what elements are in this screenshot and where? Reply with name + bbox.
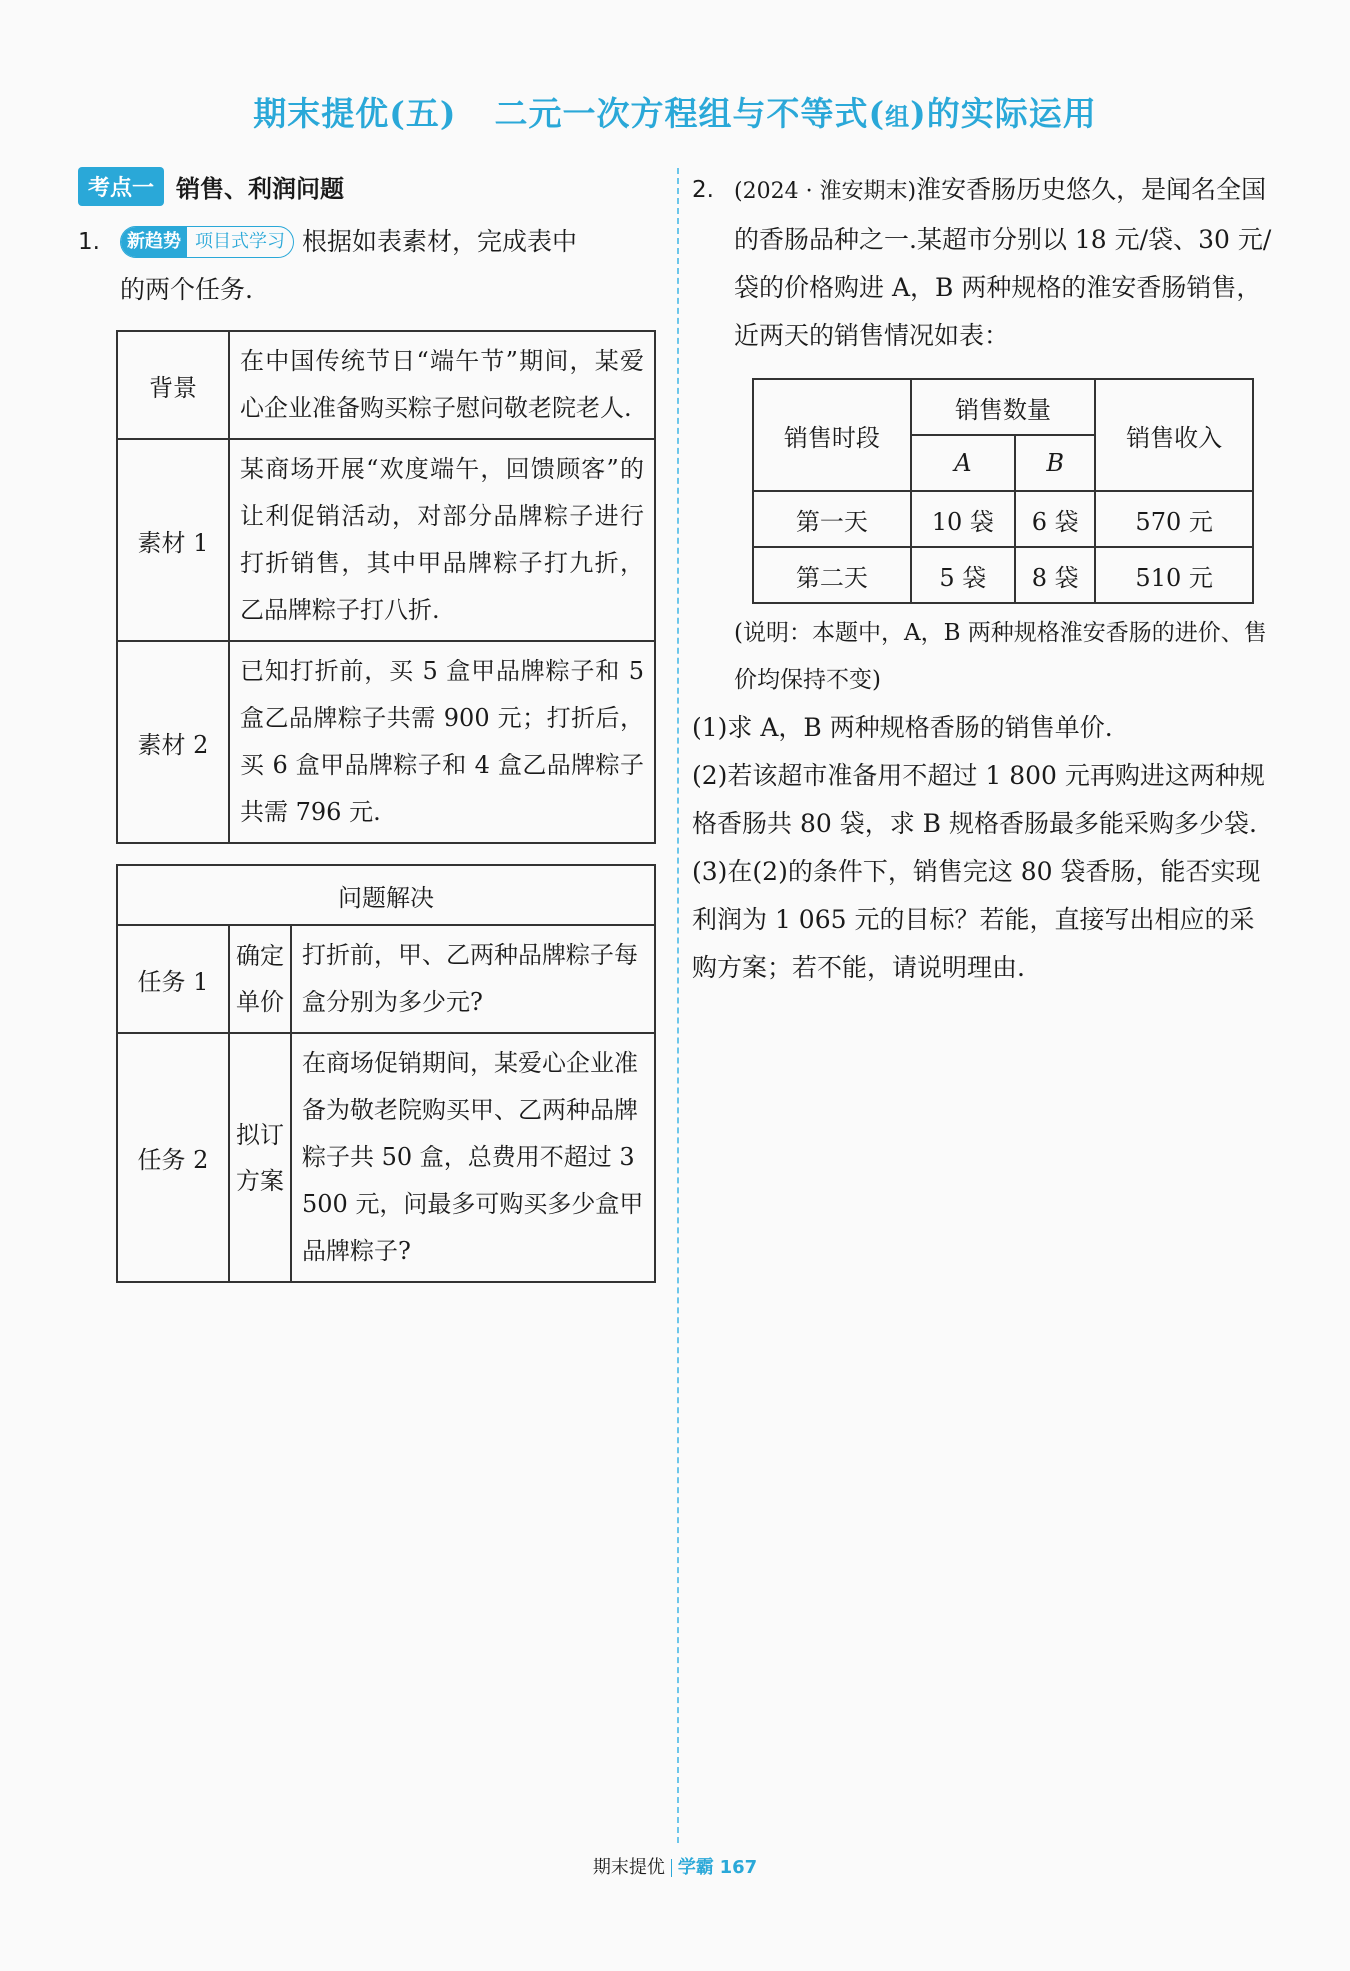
question-1-intro-text: 根据如表素材，完成表中 (302, 227, 578, 256)
task-label: 任务 1 (117, 925, 229, 1033)
right-column (692, 166, 1277, 992)
question-2-sub-2: (2)若该超市准备用不超过 1 800 元再购进这两种规格香肠共 80 袋，求 B 规格香肠最多能采购多少袋. (692, 761, 1265, 838)
table-row (117, 641, 655, 843)
table-row (117, 439, 655, 641)
task-sub-label: 拟订方案 (229, 1033, 291, 1282)
title-right-a: 二元一次方程组与不等式( (494, 94, 886, 133)
table-row (117, 1033, 655, 1282)
table-row (753, 379, 1253, 435)
question-2-intro (692, 166, 1277, 360)
page-title (0, 88, 1350, 135)
table-row (753, 547, 1253, 603)
footer-brand: 学霸 (677, 1857, 714, 1878)
left-column (78, 166, 668, 1283)
cell-period: 第一天 (753, 491, 911, 547)
cell-period: 第二天 (753, 547, 911, 603)
tasks-table-header: 问题解决 (117, 865, 655, 925)
col-header-income: 销售收入 (1095, 379, 1253, 491)
task-text: 打折前，甲、乙两种品牌粽子每盒分别为多少元? (291, 925, 655, 1033)
trend-tag (120, 226, 294, 258)
cell-income: 570 元 (1095, 491, 1253, 547)
question-1-intro-cont: 的两个任务. (120, 275, 253, 304)
section-title: 销售、利润问题 (176, 174, 345, 203)
task-label: 任务 2 (117, 1033, 229, 1282)
question-2-sub-3: (3)在(2)的条件下，销售完这 80 袋香肠，能否实现利润为 1 065 元的目标？若能，直接写出相应的采购方案；若不能，请说明理由. (692, 857, 1261, 982)
material-text: 已知打折前，买 5 盒甲品牌粽子和 5 盒乙品牌粽子共需 900 元；打折后，买 6 盒甲品牌粽子和 4 盒乙品牌粽子共需 796 元. (229, 641, 655, 843)
cell-a: 5 袋 (911, 547, 1015, 603)
material-label: 背景 (117, 331, 229, 439)
title-right-b: )的实际运用 (910, 94, 1097, 133)
task-sub-label: 确定单价 (229, 925, 291, 1033)
col-header-a: A (911, 435, 1015, 491)
cell-income: 510 元 (1095, 547, 1253, 603)
tasks-table (116, 864, 656, 1283)
column-divider (677, 168, 679, 1843)
cell-a: 10 袋 (911, 491, 1015, 547)
question-2-source: (2024 · 淮安期末) (734, 179, 917, 204)
section-header (78, 166, 668, 206)
section-badge: 考点一 (78, 167, 164, 206)
table-row (117, 865, 655, 925)
col-header-period: 销售时段 (753, 379, 911, 491)
cell-b: 8 袋 (1015, 547, 1095, 603)
table-row (117, 331, 655, 439)
title-right-small: 组 (885, 102, 911, 131)
question-2-note: (说明：本题中，A，B 两种规格淮安香肠的进价、售价均保持不变) (734, 620, 1267, 693)
material-label: 素材 1 (117, 439, 229, 641)
question-2-intro-text: 淮安香肠历史悠久，是闻名全国的香肠品种之一.某超市分别以 18 元/袋、30 元/袋的价格购进 A，B 两种规格的淮安香肠销售，近两天的销售情况如表： (734, 175, 1272, 350)
material-text: 某商场开展“欢度端午，回馈顾客”的让利促销活动，对部分品牌粽子进行打折销售，其中甲品牌粽子打九折，乙品牌粽子打八折. (229, 439, 655, 641)
question-1-intro (78, 218, 668, 266)
footer-label: 期末提优 (592, 1857, 665, 1878)
trend-tag-secondary: 项目式学习 (195, 231, 285, 252)
materials-table (116, 330, 656, 844)
material-text: 在中国传统节日“端午节”期间，某爱心企业准备购买粽子慰问敬老院老人. (229, 331, 655, 439)
table-row (753, 491, 1253, 547)
question-1-number: 1. (78, 229, 100, 255)
task-text: 在商场促销期间，某爱心企业准备为敬老院购买甲、乙两种品牌粽子共 50 盒，总费用不超过 3 500 元，问最多可购买多少盒甲品牌粽子? (291, 1033, 655, 1282)
page-footer (0, 1853, 1350, 1879)
col-header-quantity: 销售数量 (911, 379, 1096, 435)
cell-b: 6 袋 (1015, 491, 1095, 547)
trend-tag-primary: 新趋势 (121, 227, 187, 257)
col-header-b: B (1015, 435, 1095, 491)
title-left: 期末提优(五) (253, 94, 457, 133)
material-label: 素材 2 (117, 641, 229, 843)
question-2-sub-1: (1)求 A，B 两种规格香肠的销售单价. (692, 713, 1113, 742)
page-number: 167 (719, 1857, 758, 1878)
question-2-number: 2. (692, 177, 714, 203)
sales-table (752, 378, 1254, 604)
table-row (117, 925, 655, 1033)
